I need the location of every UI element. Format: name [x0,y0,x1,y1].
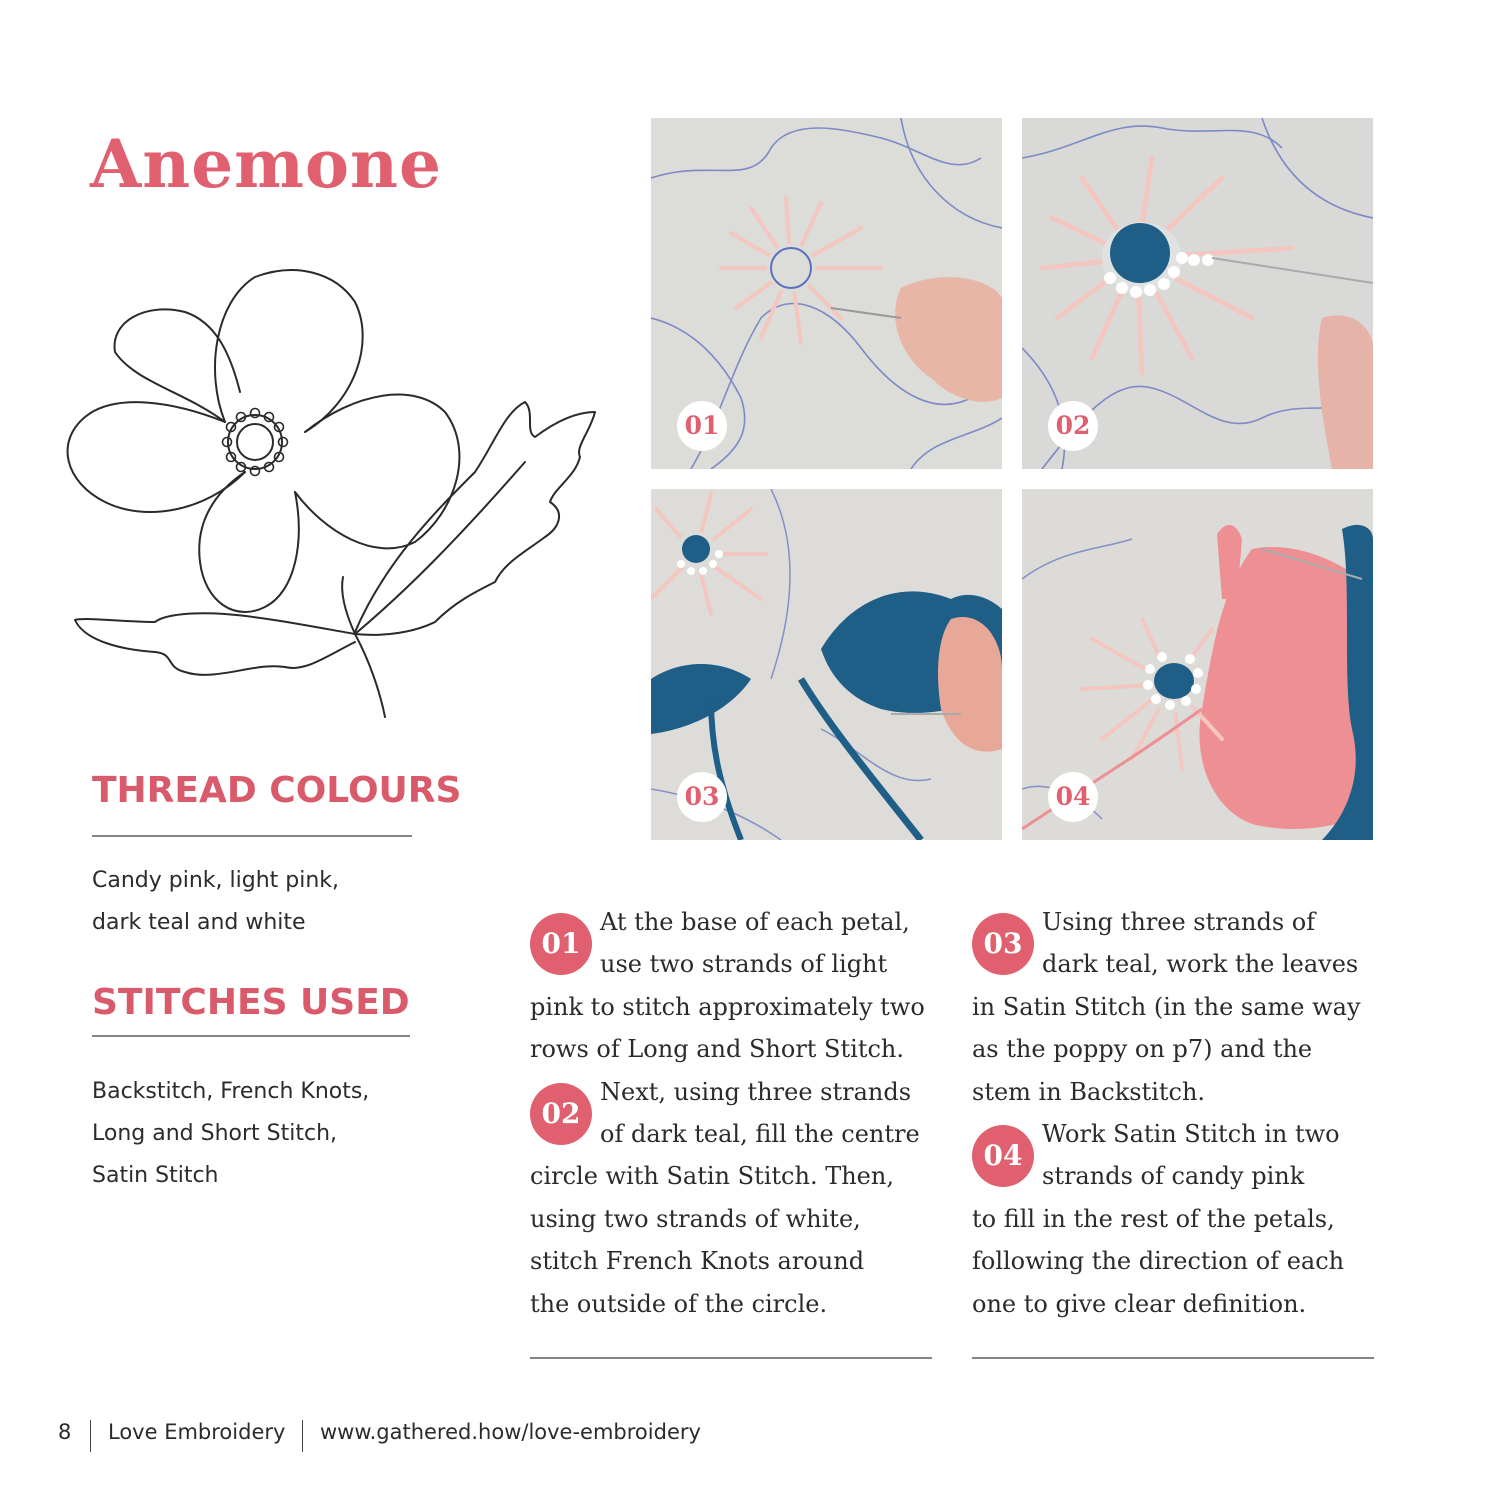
step-text-line: using two strands of white, [530,1204,861,1233]
footer-magazine-name: Love Embroidery [108,1420,286,1444]
stitches-used-rule [92,1035,410,1037]
stitches-used-line: Backstitch, French Knots, [92,1079,370,1104]
step-text-line: as the poppy on p7) and the [972,1035,1313,1064]
step-text-line: to fill in the rest of the petals, [972,1204,1335,1233]
thread-colours-line: Candy pink, light pink, [92,868,340,893]
step-number-badge: 01 [530,913,592,975]
french-knot-dots [223,409,288,476]
stitches-used-text [92,1071,452,1197]
step-photo-04 [1022,489,1373,840]
steps-right-rule [972,1357,1374,1359]
stem [355,634,385,717]
footer-page-number: 8 [58,1420,72,1444]
footer-divider [90,1420,91,1452]
thread-colours-text [92,860,452,944]
thread-colours-heading: THREAD COLOURS [92,770,462,811]
step-text-line: pink to stitch approximately two [530,992,925,1021]
steps-column-left [530,901,935,1325]
steps-left-rule [530,1357,932,1359]
step-text-line: stem in Backstitch. [972,1077,1206,1106]
step-text-line: of dark teal, fill the centre [600,1120,920,1149]
photo-step-badge: 01 [677,401,727,451]
step-number-badge: 03 [972,913,1034,975]
step-text-line: use two strands of light [600,950,888,979]
petal-top [215,270,363,432]
anemone-pattern-drawing [55,262,620,722]
step-01 [530,901,935,1071]
step-text-line: the outside of the circle. [530,1289,828,1318]
step-text-line: following the direction of each [972,1247,1345,1276]
step-03 [972,901,1377,1113]
step-text-line: circle with Satin Stitch. Then, [530,1162,894,1191]
stitches-used-line: Satin Stitch [92,1163,219,1188]
step-02 [530,1071,935,1325]
step-text-line: dark teal, work the leaves [1042,950,1359,979]
step-text-line: one to give clear definition. [972,1289,1307,1318]
petal-bottom [199,472,299,612]
step-photo-02 [1022,118,1373,469]
petal-right [295,395,459,549]
step-text-line: in Satin Stitch (in the same way [972,992,1361,1021]
step-text-line: rows of Long and Short Stitch. [530,1035,904,1064]
steps-column-right [972,901,1377,1325]
thread-colours-line: dark teal and white [92,910,306,935]
stitches-used-heading: STITCHES USED [92,982,410,1023]
thread-colours-rule [92,835,412,837]
step-text-line: At the base of each petal, [600,908,910,936]
photo-step-badge: 04 [1048,772,1098,822]
step-text-line: stitch French Knots around [530,1247,865,1276]
stem-2 [342,577,355,634]
step-number-badge: 02 [530,1083,592,1145]
step-photo-03 [651,489,1002,840]
flower-centre-inner [237,424,273,460]
page-title: Anemone [90,125,443,203]
step-04 [972,1113,1377,1325]
step-number-badge: 04 [972,1125,1034,1187]
step-text-line: strands of candy pink [1042,1162,1305,1191]
leaf-bottom [75,613,355,675]
footer-url-link[interactable]: www.gathered.how/love-embroidery [320,1420,701,1444]
step-photo-01 [651,118,1002,469]
photo-step-badge: 02 [1048,401,1098,451]
step-text-line: Using three strands of [1042,908,1316,936]
step-text-line: Work Satin Stitch in two [1042,1120,1340,1149]
stitches-used-line: Long and Short Stitch, [92,1121,338,1146]
photo-step-badge: 03 [677,772,727,822]
footer-divider [302,1420,303,1452]
step-text-line: Next, using three strands [600,1077,912,1106]
